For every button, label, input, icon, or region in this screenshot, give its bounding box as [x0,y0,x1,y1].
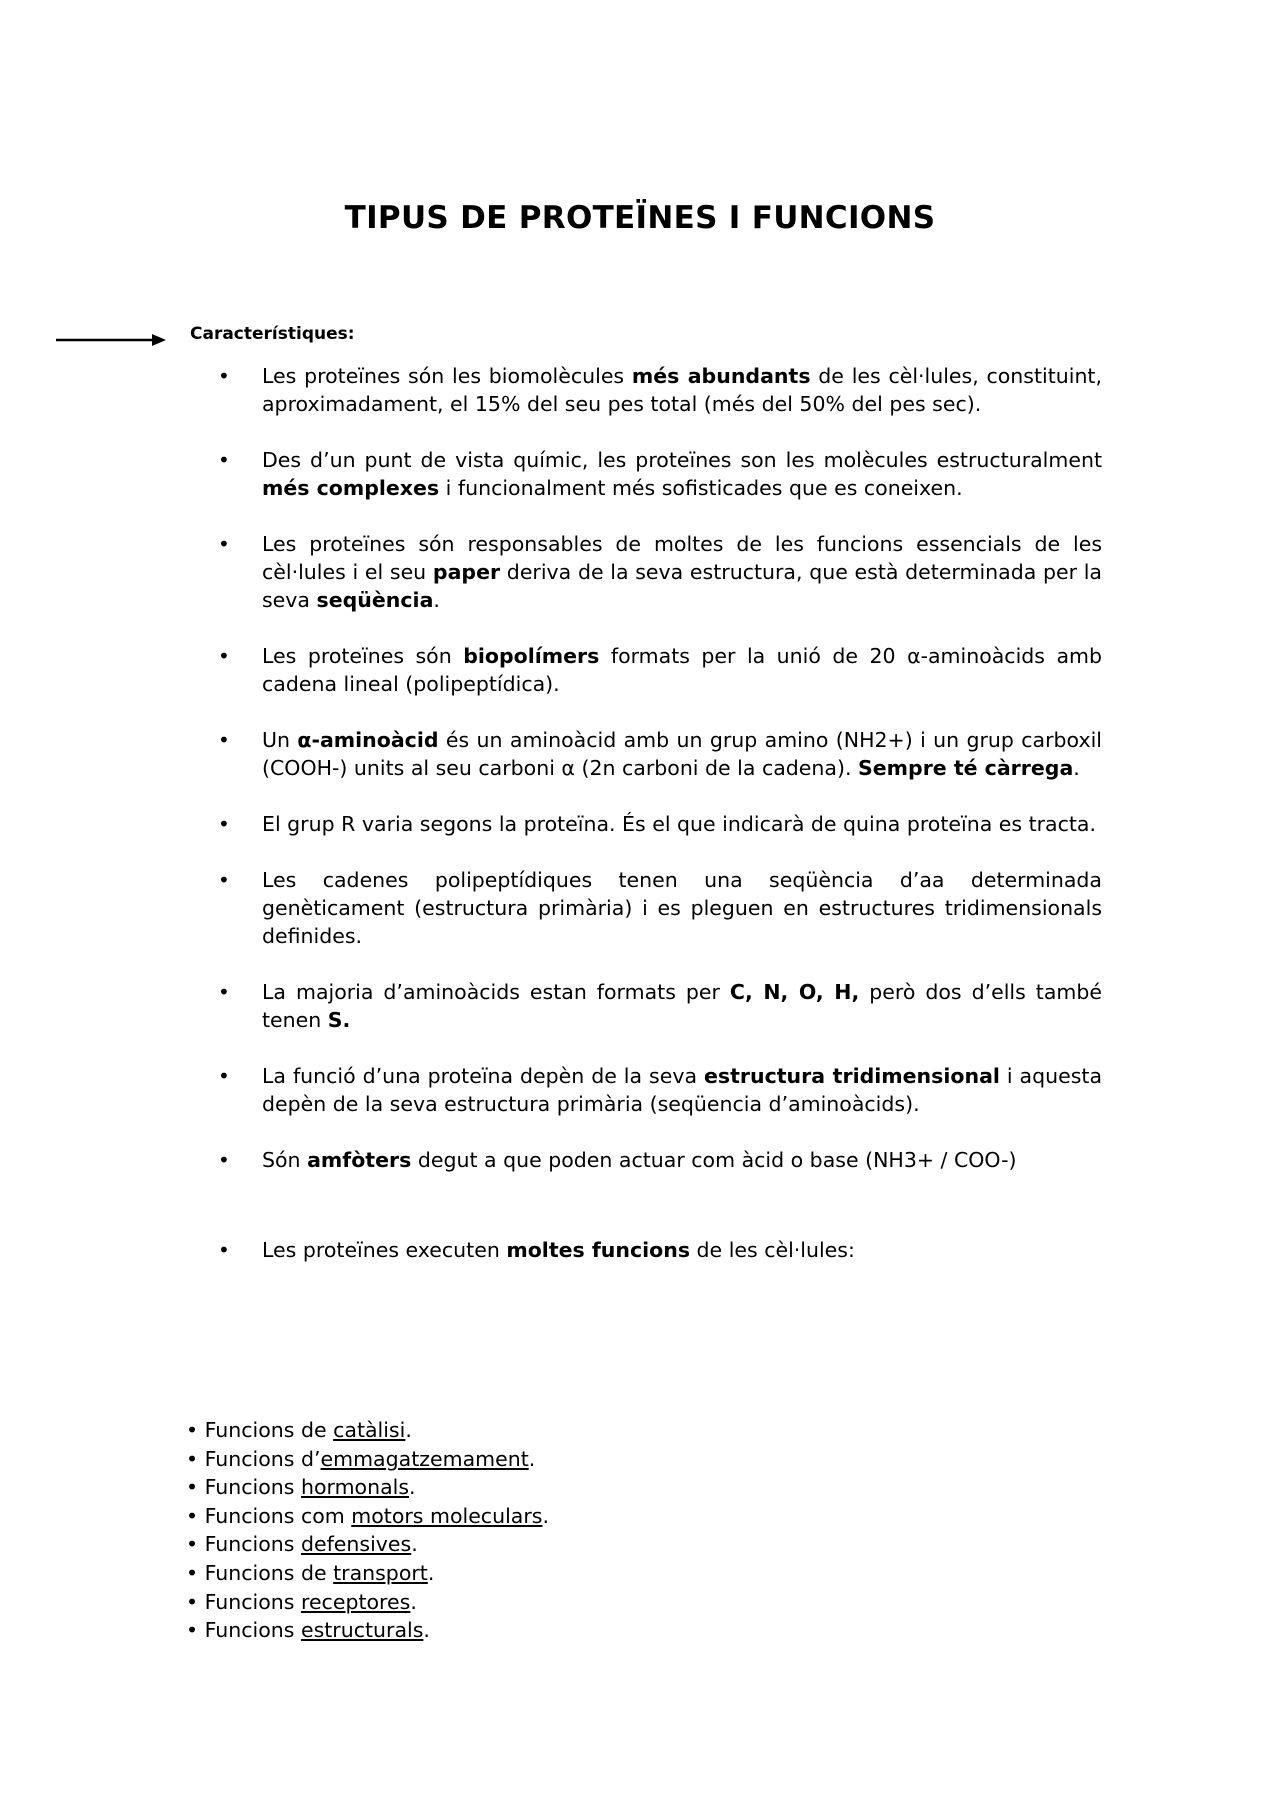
bullet-dot-icon: • [218,532,230,556]
bullet-text: Un α-aminoàcid és un aminoàcid amb un grup amino (NH2+) i un grup carboxil (COOH-) units al seu carboni α (2n carboni de la cadena). Sempre té càrrega. [262,728,1102,780]
characteristics-list [210,362,1102,1292]
bullet-dot-icon: • [218,728,230,752]
list-item [210,726,1102,782]
list-item [210,1236,1102,1264]
bullet-dot-icon: • [218,1238,230,1262]
list-item [210,530,1102,614]
function-item: • Funcions com motors moleculars. [186,1503,549,1528]
bullet-text: El grup R varia segons la proteïna. És el que indicarà de quina proteïna es tracta. [262,812,1096,836]
list-item [210,642,1102,698]
list-item [210,866,1102,950]
bullet-dot-icon: • [218,644,230,668]
list-item [210,446,1102,502]
function-item: • Funcions de transport. [186,1560,435,1585]
bullet-text: La funció d’una proteïna depèn de la seva estructura tridimensional i aquesta depèn de la seva estructura primària (seqüencia d’aminoàcids). [262,1064,1103,1116]
bullet-dot-icon: • [218,812,230,836]
bullet-dot-icon: • [218,1148,230,1172]
page-title: TIPUS DE PROTEÏNES I FUNCIONS [344,200,936,236]
function-item: • Funcions estructurals. [186,1618,430,1643]
section-label: Característiques: [190,324,355,344]
function-item: • Funcions hormonals. [186,1475,416,1500]
bullet-dot-icon: • [218,1064,230,1088]
bullet-text: Les cadenes polipeptídiques tenen una seqüència d’aa determinada genèticament (estructura primària) i es pleguen en estructures tridimensionals definides. [262,868,1102,948]
function-item: • Funcions receptores. [186,1589,417,1614]
bullet-text: Les proteïnes són les biomolècules més abundants de les cèl·lules, constituint, aproximadament, el 15% del seu pes total (més del 50% del pes sec). [262,364,1102,416]
function-item: • Funcions de catàlisi. [186,1418,412,1442]
list-item [210,1062,1102,1118]
bullet-text: Són amfòters degut a que poden actuar com àcid o base (NH3+ / COO-) [262,1148,1017,1172]
bullet-text: Des d’un punt de vista químic, les proteïnes son les molècules estructuralment més complexes i funcionalment més sofisticades que es coneixen. [262,448,1102,500]
function-item: • Funcions d’emmagatzemament. [186,1446,536,1471]
bullet-text: La majoria d’aminoàcids estan formats per C, N, O, H, però dos d’ells també tenen S. [262,980,1102,1032]
bullet-text: Les proteïnes executen moltes funcions de les cèl·lules: [262,1238,855,1262]
function-item: • Funcions defensives. [186,1532,418,1557]
arrow-right-icon [56,330,166,350]
list-item [210,1146,1102,1174]
bullet-text: Les proteïnes són biopolímers formats per la unió de 20 α-aminoàcids amb cadena lineal (polipeptídica). [262,644,1102,696]
list-item [210,810,1102,838]
list-item [210,978,1102,1034]
bullet-dot-icon: • [218,868,230,892]
bullet-dot-icon: • [218,448,230,472]
bullet-dot-icon: • [218,980,230,1004]
functions-list [186,1416,549,1645]
list-item [210,362,1102,418]
bullet-text: Les proteïnes són responsables de moltes de les funcions essencials de les cèl·lules i el seu paper deriva de la seva estructura, que està determinada per la seva seqüència. [262,532,1102,612]
bullet-dot-icon: • [218,364,230,388]
